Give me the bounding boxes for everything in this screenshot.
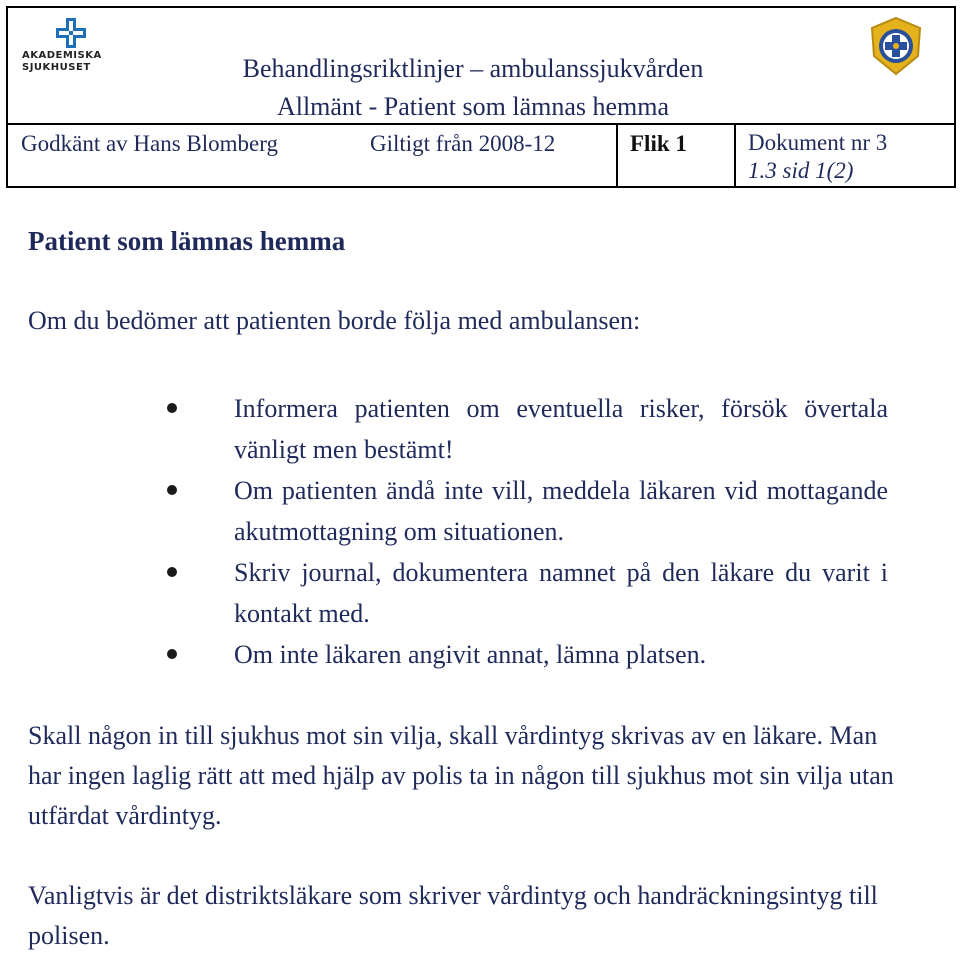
section-heading: Patient som lämnas hemma xyxy=(28,226,346,256)
bullet-icon xyxy=(167,567,177,577)
document-number xyxy=(736,125,954,188)
instruction-list xyxy=(0,388,960,675)
bullet-icon xyxy=(167,485,177,495)
list-item-text: Skriv journal, dokumentera namnet på den läkare du varit i kontakt med. xyxy=(234,558,888,628)
list-item xyxy=(0,470,960,552)
valid-from: Giltigt från 2008-12 xyxy=(370,131,556,156)
list-item-text: Om patienten ändå inte vill, meddela läkaren vid mottagande akutmottagning om situationen. xyxy=(234,476,888,546)
document-header xyxy=(6,6,956,188)
akademiska-sjukhuset-logo xyxy=(22,14,122,78)
list-item-text: Om inte läkaren angivit annat, lämna platsen. xyxy=(234,640,707,669)
header-info-row xyxy=(8,123,954,188)
list-item xyxy=(0,552,960,634)
logo-text: AKADEMISKA SJUKHUSET xyxy=(22,50,102,73)
lead-text: Om du bedömer att patienten borde följa med ambulansen: xyxy=(28,306,641,335)
header-title-area xyxy=(8,8,954,123)
medical-cross-icon xyxy=(56,18,86,48)
paragraph-district: Vanligtvis är det distriktsläkare som skriver vårdintyg och handräckningsintyg till polisen. xyxy=(28,881,878,950)
list-item xyxy=(0,634,960,675)
document-subtitle: Allmänt - Patient som lämnas hemma xyxy=(276,92,670,121)
list-item xyxy=(0,388,960,470)
list-item-text: Informera patienten om eventuella risker, försök övertala vänligt men bestämt! xyxy=(234,394,888,464)
document-page-line: 1.3 sid 1(2) xyxy=(748,158,854,183)
approved-by: Godkänt av Hans Blomberg xyxy=(21,131,279,156)
document-title: Behandlingsriktlinjer – ambulanssjukvården xyxy=(242,54,704,83)
ambulance-emblem-icon xyxy=(868,16,924,76)
bullet-icon xyxy=(167,403,177,413)
bullet-icon xyxy=(167,649,177,659)
document-number-line1: Dokument nr 3 xyxy=(748,130,888,155)
paragraph-legal: Skall någon in till sjukhus mot sin vilja, skall vårdintyg skrivas av en läkare. Man har ingen laglig rätt att med hjälp av polis ta in någon till sjukhus mot sin vilja utan utfärdat vårdintyg. xyxy=(28,721,894,830)
tab-label: Flik 1 xyxy=(616,125,736,188)
